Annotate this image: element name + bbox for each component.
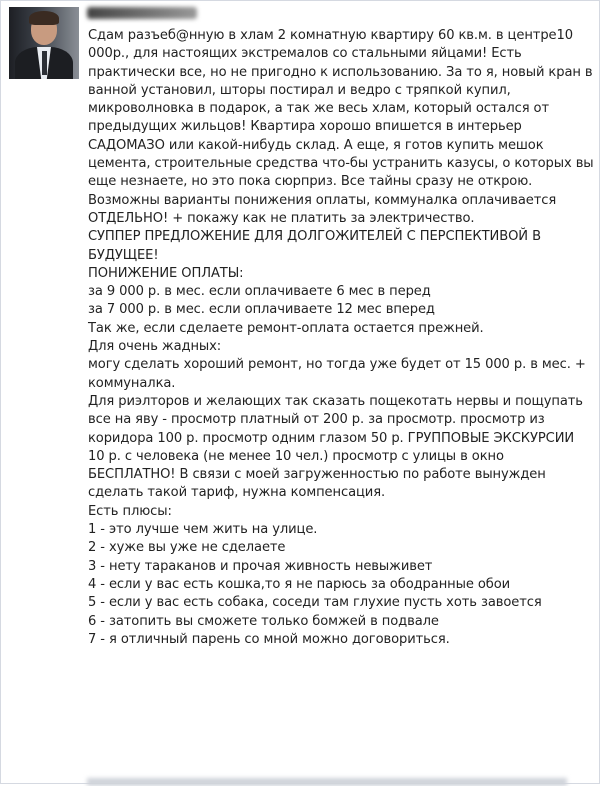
author-name-blurred[interactable] (87, 7, 197, 19)
post-text (88, 27, 594, 649)
list-item: 6 - затопить вы сможете только бомжей в подвале (88, 613, 439, 629)
post-paragraph: Для риэлторов и желающих так сказать пощекотать нервы и пощупать все на яву - просмотр платный от 200 р. за просмотр. просмотр из коридора 100 р. просмотр одним глазом 50 р. ГРУППОВЫЕ ЭКСКУРСИИ 10 р. с человека (не менее 10 чел.) просмотр с улицы в окно БЕСПЛАТНО! В связи с моей загруженностью по работе вынужден сделать такой тариф, нужна компенсация. (88, 393, 583, 501)
post-paragraph: за 7 000 р. в мес. если оплачиваете 12 мес вперед (88, 302, 435, 318)
avatar-tie (42, 51, 47, 75)
list-item: 2 - хуже вы уже не сделаете (88, 540, 286, 556)
post-paragraph: Сдам разъеб@нную в хлам 2 комнатную квартиру 60 кв.м. в центре10 000р., для настоящих экстремалов со стальными яйцами! Есть практически все, но не пригодно к использованию. За то я, новый кран в ванной установил, шторы постирал и ведро с тряпкой купил, микроволновка в подарок, а так же весь хлам, который остался от предыдущих жильцов! Квартира хорошо впишется в интерьер САДОМАЗО или какой-нибудь склад. А еще, я готов купить мешок цемента, строительные средства что-бы устранить казусы, о которых вы еще незнаете, но это пока сюрприз. Все тайны сразу не открою. Возможны варианты понижения оплаты, коммуналка оплачивается ОТДЕЛЬНО! + покажу как не платить за электричество. (88, 28, 594, 226)
list-item: 1 - это лучше чем жить на улице. (88, 522, 318, 538)
post-paragraph: Так же, если сделаете ремонт-оплата остается прежней. (88, 320, 484, 336)
post-footer-blurred (87, 778, 567, 786)
avatar-hair (29, 11, 59, 25)
avatar[interactable] (9, 7, 79, 79)
list-item: 3 - нету тараканов и прочая живность невыживет (88, 558, 433, 574)
post-paragraph: СУППЕР ПРЕДЛОЖЕНИЕ ДЛЯ ДОЛГОЖИТЕЛЕЙ С ПЕРСПЕКТИВОЙ В БУДУЩЕЕ! (88, 229, 541, 263)
post-paragraph: Есть плюсы: (88, 503, 172, 519)
post-paragraph: ПОНИЖЕНИЕ ОПЛАТЫ: (88, 265, 244, 281)
list-item: 7 - я отличный парень со мной можно договориться. (88, 631, 450, 647)
list-item: 4 - если у вас есть кошка,то я не парюсь за ободранные обои (88, 576, 511, 592)
post-paragraph: Для очень жадных: (88, 339, 222, 355)
list-item: 5 - если у вас есть собака, соседи там глухие пусть хоть завоется (88, 595, 542, 611)
post-paragraph: за 9 000 р. в мес. если оплачиваете 6 мес в перед (88, 284, 431, 300)
post-paragraph: могу сделать хороший ремонт, но тогда уже будет от 15 000 р. в мес. + коммуналка. (88, 357, 586, 391)
